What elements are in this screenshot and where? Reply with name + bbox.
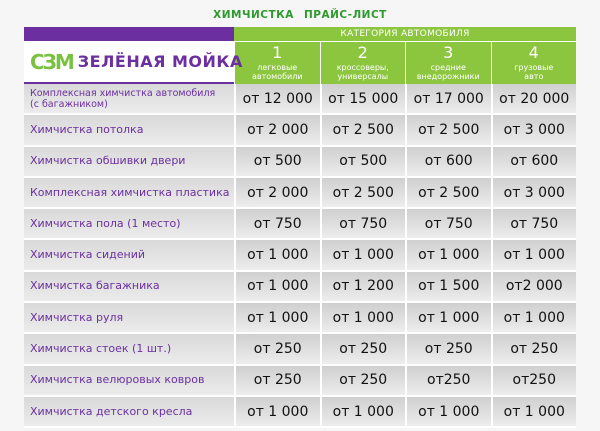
price-cell: от 750 bbox=[320, 209, 406, 240]
price-cell: от 1 000 bbox=[405, 240, 491, 271]
service-name-line1: Химчистка багажника bbox=[30, 279, 160, 293]
service-name-line1: Химчистка велюровых ковров bbox=[30, 373, 205, 387]
category-desc-line1: грузовые bbox=[514, 63, 554, 72]
price-cell: от 12 000 bbox=[234, 84, 320, 115]
service-name-line1: Химчистка сидений bbox=[30, 248, 146, 262]
service-name-line1: Химчистка обшивки двери bbox=[30, 154, 186, 168]
price-cell: от 750 bbox=[491, 209, 577, 240]
price-cell: от 3 000 bbox=[491, 115, 577, 146]
service-name bbox=[24, 84, 234, 115]
category-2 bbox=[320, 41, 406, 84]
table-row bbox=[24, 397, 576, 428]
price-cell: от 250 bbox=[234, 366, 320, 397]
price-cell: от 1 000 bbox=[405, 397, 491, 428]
price-cell: от 2 500 bbox=[320, 115, 406, 146]
price-cell: от 1 000 bbox=[234, 240, 320, 271]
table-row bbox=[24, 209, 576, 240]
title-part-2: ПРАЙС-ЛИСТ bbox=[304, 9, 387, 21]
price-cell: от 1 000 bbox=[491, 303, 577, 334]
page-title bbox=[0, 9, 600, 21]
logo-text: ЗЕЛЁНАЯ МОЙКА bbox=[77, 52, 243, 71]
table-row bbox=[24, 84, 576, 115]
category-desc-line2: автомобили bbox=[251, 72, 303, 81]
logo bbox=[24, 49, 243, 74]
table-row bbox=[24, 272, 576, 303]
service-name-line1: Химчистка пола (1 место) bbox=[30, 216, 181, 230]
price-cell: от 1 000 bbox=[234, 272, 320, 303]
price-cell: от 17 000 bbox=[405, 84, 491, 115]
service-name-line1: Комплексная химчистка пластика bbox=[30, 185, 230, 199]
service-name bbox=[24, 147, 234, 178]
category-desc-line2: авто bbox=[524, 72, 544, 81]
price-cell: от 1 000 bbox=[234, 397, 320, 428]
price-cell: от250 bbox=[491, 366, 577, 397]
price-cell: от 750 bbox=[405, 209, 491, 240]
service-name bbox=[24, 209, 234, 240]
service-name bbox=[24, 366, 234, 397]
category-number: 4 bbox=[528, 43, 539, 62]
category-desc-line1: кроссоверы, bbox=[336, 63, 389, 72]
price-cell: от250 bbox=[405, 366, 491, 397]
price-cell: от 2 500 bbox=[405, 178, 491, 209]
price-cell: от 500 bbox=[320, 147, 406, 178]
header-purple-bar bbox=[24, 27, 234, 41]
table-row bbox=[24, 240, 576, 271]
category-number: 3 bbox=[443, 43, 454, 62]
price-cell: от 2 500 bbox=[405, 115, 491, 146]
table-row bbox=[24, 115, 576, 146]
price-cell: от 250 bbox=[405, 334, 491, 365]
price-cell: от 15 000 bbox=[320, 84, 406, 115]
price-cell: от 1 000 bbox=[320, 303, 406, 334]
table-row bbox=[24, 334, 576, 365]
service-name-line1: Химчистка руля bbox=[30, 310, 124, 324]
table-row bbox=[24, 147, 576, 178]
service-name bbox=[24, 334, 234, 365]
table-row bbox=[24, 303, 576, 334]
price-cell: от 500 bbox=[234, 147, 320, 178]
price-cell: от 2 500 bbox=[320, 178, 406, 209]
price-cell: от 2 000 bbox=[234, 115, 320, 146]
service-name-line1: Химчистка потолка bbox=[30, 122, 144, 136]
table-row bbox=[24, 366, 576, 397]
service-name bbox=[24, 178, 234, 209]
category-desc-line2: внедорожники bbox=[416, 72, 480, 81]
category-header: КАТЕГОРИЯ АВТОМОБИЛЯ bbox=[234, 27, 576, 41]
category-4 bbox=[491, 41, 577, 84]
service-name bbox=[24, 272, 234, 303]
service-name-line2: (с багажником) bbox=[30, 98, 108, 110]
price-cell: от 250 bbox=[320, 366, 406, 397]
price-cell: от 250 bbox=[234, 334, 320, 365]
service-name bbox=[24, 240, 234, 271]
category-3 bbox=[405, 41, 491, 84]
category-desc-line1: легковые bbox=[257, 63, 298, 72]
price-cell: от2 000 bbox=[491, 272, 577, 303]
price-cell: от 1 000 bbox=[491, 397, 577, 428]
price-cell: от 250 bbox=[320, 334, 406, 365]
category-1 bbox=[234, 41, 320, 84]
price-cell: от 250 bbox=[491, 334, 577, 365]
service-name-line1: Химчистка стоек (1 шт.) bbox=[30, 342, 172, 356]
service-name bbox=[24, 115, 234, 146]
price-cell: от 1 000 bbox=[491, 240, 577, 271]
title-part-1: ХИМЧИСТКА bbox=[213, 9, 294, 21]
price-cell: от 1 200 bbox=[320, 272, 406, 303]
price-cell: от 1 000 bbox=[234, 303, 320, 334]
price-cell: от 2 000 bbox=[234, 178, 320, 209]
table-row bbox=[24, 178, 576, 209]
price-cell: от 600 bbox=[491, 147, 577, 178]
price-cell: от 3 000 bbox=[491, 178, 577, 209]
service-name-line1: Комплексная химчистка автомобиля bbox=[30, 87, 216, 99]
price-cell: от 1 500 bbox=[405, 272, 491, 303]
logo-mark-icon: СЗМ bbox=[30, 49, 73, 74]
price-table bbox=[24, 27, 576, 428]
category-desc-line2: универсалы bbox=[337, 72, 389, 81]
price-cell: от 20 000 bbox=[491, 84, 577, 115]
logo-cell bbox=[24, 41, 243, 84]
service-name-line1: Химчистка детского кресла bbox=[30, 404, 193, 418]
price-cell: от 600 bbox=[405, 147, 491, 178]
price-cell: от 750 bbox=[234, 209, 320, 240]
category-number: 1 bbox=[272, 43, 283, 62]
price-cell: от 1 000 bbox=[405, 303, 491, 334]
price-cell: от 1 000 bbox=[320, 397, 406, 428]
price-rows bbox=[24, 84, 576, 428]
category-number: 2 bbox=[357, 43, 368, 62]
category-desc-line1: средние bbox=[430, 63, 466, 72]
price-cell: от 1 000 bbox=[320, 240, 406, 271]
service-name bbox=[24, 397, 234, 428]
service-name bbox=[24, 303, 234, 334]
